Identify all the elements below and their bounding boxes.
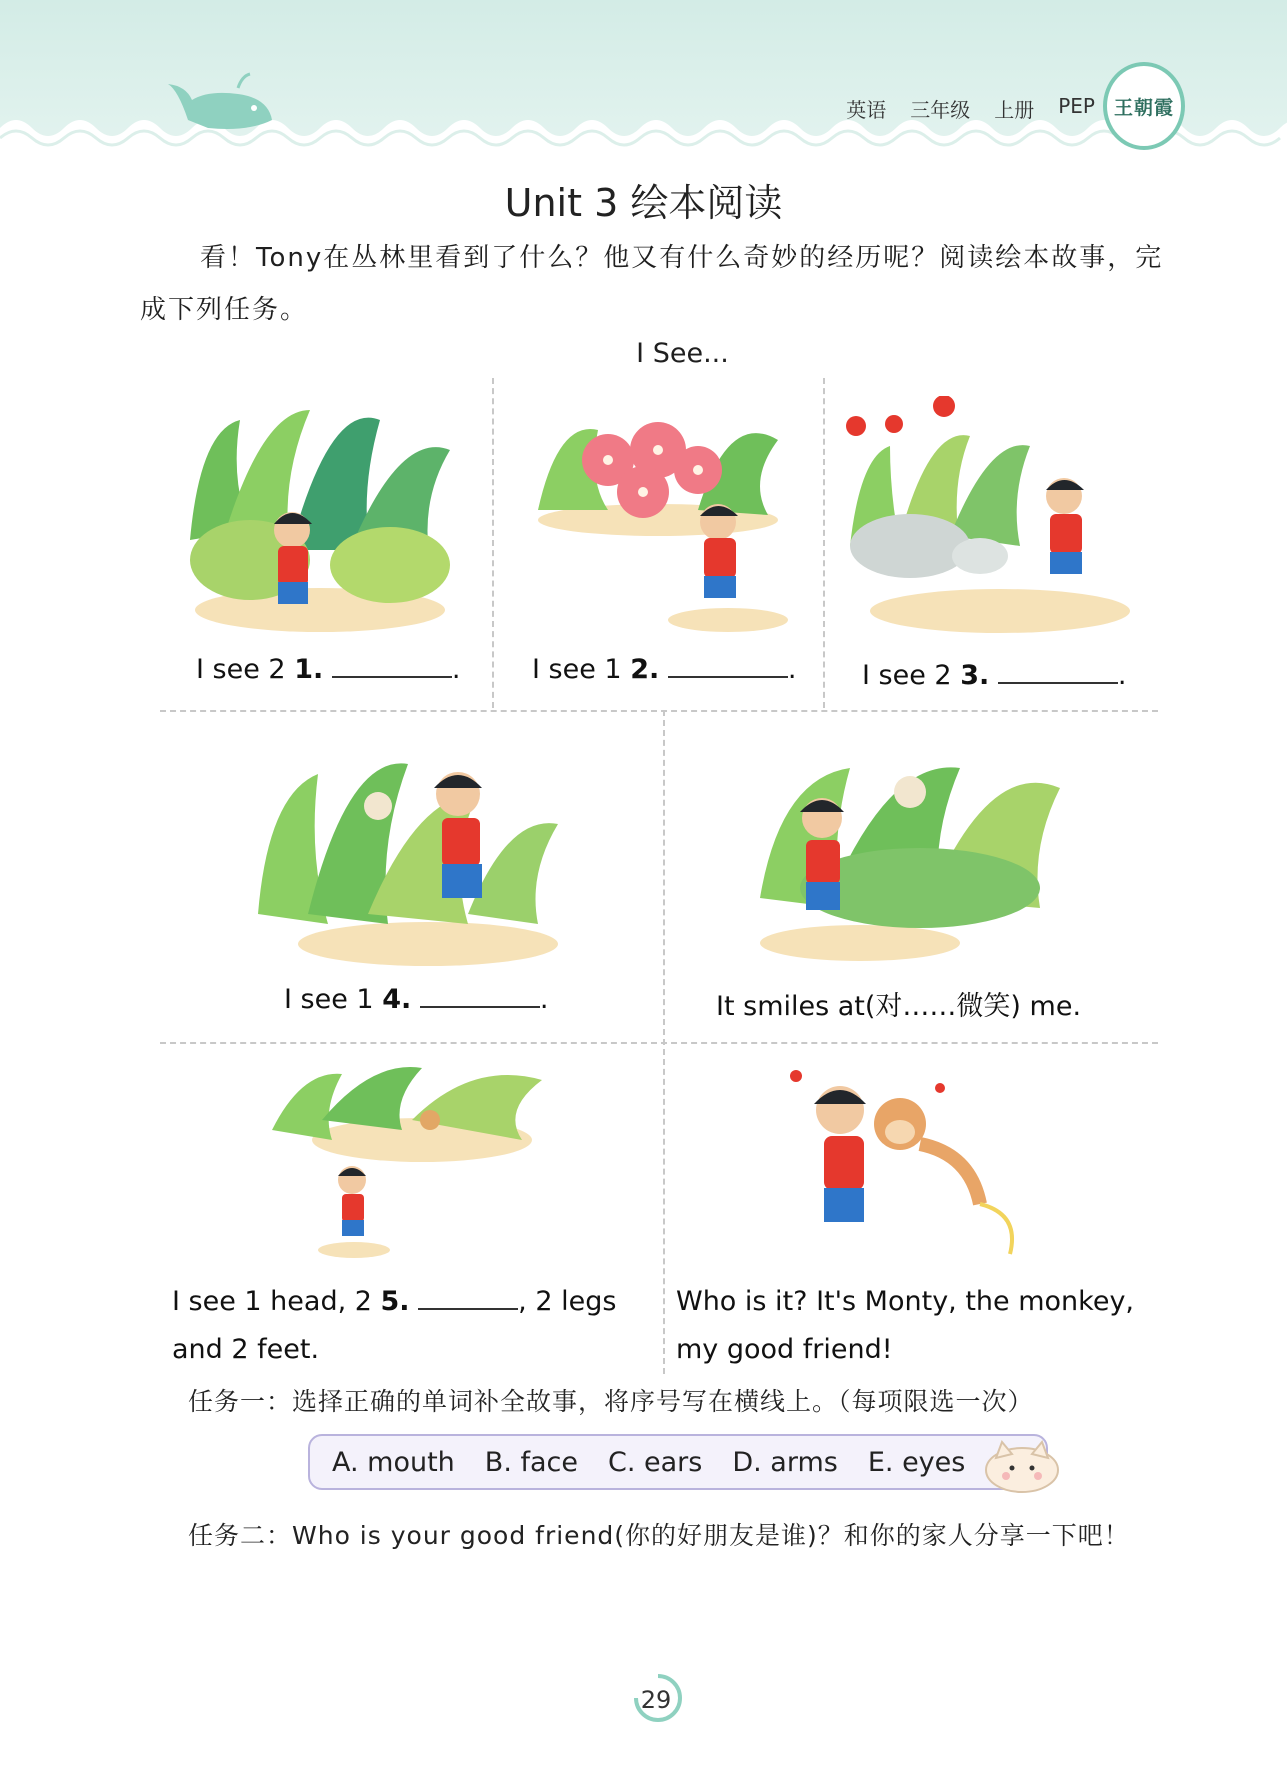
page-title: Unit 3 绘本阅读 [504,181,783,225]
story-title: I See... [636,338,729,369]
divider-h1 [160,710,1158,712]
book-meta [846,94,1095,123]
option-c: C. ears [608,1446,703,1478]
word-options-box [308,1434,1048,1490]
page-number: 29 [640,1686,672,1714]
grade-label: 三年级 [910,98,971,122]
logo-text: 王朝霞 [1113,96,1174,119]
divider-h2 [160,1042,1158,1044]
panel-3-text: I see 2 [862,660,961,691]
panel-2-caption: I see 1 2. . [532,654,797,685]
panel-5-caption: It smiles at(对……微笑) me. [716,991,1082,1022]
answer-blank-5[interactable] [418,1286,518,1310]
subject-label: 英语 [846,98,887,122]
option-a: A. mouth [332,1446,455,1478]
edition-label: PEP [1058,94,1095,118]
panel-2-number: 2. [630,654,660,685]
panel-1-text: I see 2 [196,654,295,685]
panel-1-illustration [180,390,470,640]
panel-2-illustration [528,400,788,640]
answer-blank-1[interactable] [332,654,452,678]
panel-7-illustration [780,1064,1040,1264]
whale-icon [168,70,278,136]
panel-5-illustration [740,738,1090,970]
answer-blank-4[interactable] [420,984,540,1008]
option-d: D. arms [732,1446,838,1478]
panel-1-number: 1. [294,654,324,685]
intro-text: 看！Tony在丛林里看到了什么？他又有什么奇妙的经历呢？阅读绘本故事，完成下列任务。 [140,243,1164,325]
panel-4-number: 4. [382,984,412,1015]
panel-7-caption: Who is it? It's Monty, the monkey, my good friend! [676,1286,1135,1365]
panel-6-illustration [272,1060,552,1260]
panel-6-text-end: , 2 legs and 2 feet. [172,1286,617,1365]
panel-1-caption: I see 2 1. . [196,654,461,685]
panel-4-caption: I see 1 4. . [284,984,549,1015]
panel-3-number: 3. [960,660,990,691]
panel-3-caption: I see 2 3. . [862,660,1127,691]
panel-6-caption [172,1278,652,1374]
panel-4-text: I see 1 [284,984,383,1015]
panel-6-text: I see 1 head, 2 [172,1286,381,1317]
panel-6-number: 5. [380,1286,410,1317]
option-e: E. eyes [867,1446,966,1478]
panel-2-text: I see 1 [532,654,631,685]
answer-blank-3[interactable] [998,660,1118,684]
publisher-logo [1103,62,1185,150]
answer-blank-2[interactable] [668,654,788,678]
panel-3-illustration [840,396,1140,644]
task-1-instruction: 任务一：选择正确的单词补全故事，将序号写在横线上。（每项限选一次） [188,1387,1034,1416]
task-2-instruction: 任务二：Who is your good friend(你的好朋友是谁)？和你的家人分享一下吧！ [188,1521,1130,1550]
volume-label: 上册 [994,98,1035,122]
divider-v1 [492,378,494,708]
divider-v2 [823,378,825,708]
panel-4-illustration [248,734,568,974]
cat-icon [982,1424,1062,1494]
option-b: B. face [484,1446,578,1478]
